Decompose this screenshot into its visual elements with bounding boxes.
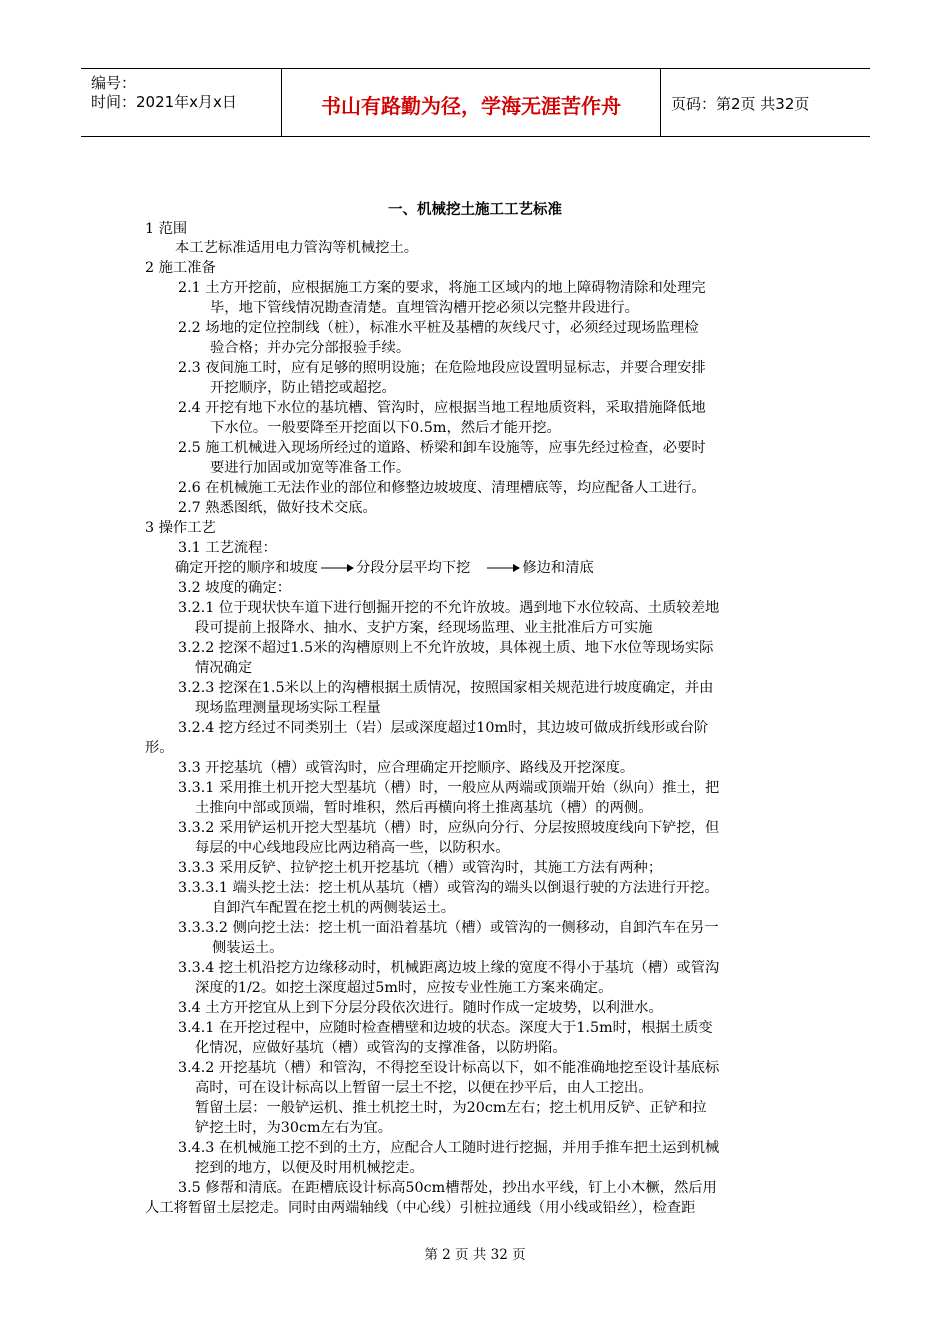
paragraph-line: 3.2.3 挖深在1.5米以上的沟槽根据土质情况，按照国家相关规范进行坡度确定，并由 <box>178 680 714 696</box>
paragraph-line: 2.1 土方开挖前，应根据施工方案的要求，将施工区域内的地上障碍物清除和处理完 <box>178 280 706 296</box>
paragraph-line: 3.2.4 挖方经过不同类别土（岩）层或深度超过10m时，其边坡可做成折线形或台阶 <box>178 720 709 736</box>
paragraph-line: 化情况，应做好基坑（槽）或管沟的支撑准备，以防坍陷。 <box>195 1040 567 1056</box>
page-header <box>81 68 870 137</box>
paragraph-line: 验合格；并办完分部报验手续。 <box>210 340 411 356</box>
paragraph-line: 3.2 坡度的确定： <box>178 580 292 596</box>
paragraph-line: 挖到的地方，以便及时用机械挖走。 <box>195 1160 424 1176</box>
paragraph-line: 3.4.3 在机械施工挖不到的土方，应配合人工随时进行挖掘，并用手推车把土运到机械 <box>178 1140 720 1156</box>
paragraph-line: 土推向中部或顶端，暂时堆积，然后再横向将土推离基坑（槽）的两侧。 <box>195 800 653 816</box>
process-flow <box>175 558 594 578</box>
paragraph-line: 3.2.2 挖深不超过1.5米的沟槽原则上不允许放坡，具体视土质、地下水位等现场实际 <box>178 640 714 656</box>
paragraph-line: 3.2.1 位于现状快车道下进行刨掘开挖的不允许放坡。遇到地下水位较高、土质较差地 <box>178 600 720 616</box>
paragraph-line: 3.3.4 挖土机沿挖方边缘移动时，机械距离边坡上缘的宽度不得小于基坑（槽）或管沟 <box>178 960 720 976</box>
paragraph-line: 现场监理测量现场实际工程量 <box>195 700 381 716</box>
paragraph-line: 侧装运土。 <box>212 940 284 956</box>
paragraph-line: 3.3.3.1 端头挖土法：挖土机从基坑（槽）或管沟的端头以倒退行驶的方法进行开挖。 <box>178 880 719 896</box>
paragraph-line: 3.4.2 开挖基坑（槽）和管沟，不得挖至设计标高以下，如不能准确地挖至设计基底标 <box>178 1060 720 1076</box>
flow-step-3: 修边和清底 <box>522 560 594 576</box>
paragraph-line: 2.3 夜间施工时，应有足够的照明设施；在危险地段应设置明显标志，并要合理安排 <box>178 360 706 376</box>
paragraph-line: 3.3 开挖基坑（槽）或管沟时，应合理确定开挖顺序、路线及开挖深度。 <box>178 760 635 776</box>
flow-arrow-icon <box>320 558 354 578</box>
paragraph-line: 2.5 施工机械进入现场所经过的道路、桥梁和卸车设施等，应事先经过检查，必要时 <box>178 440 706 456</box>
page-footer: 第 2 页 共 32 页 <box>424 1247 526 1263</box>
date-label: 时间：2021年x月x日 <box>91 93 237 111</box>
header-page-cell <box>661 69 870 136</box>
heading-1: 1 范围 <box>145 221 188 237</box>
paragraph-line: 开挖顺序，防止错挖或超挖。 <box>210 380 396 396</box>
flow-arrow-icon <box>486 558 520 578</box>
paragraph-line: 2.4 开挖有地下水位的基坑槽、管沟时，应根据当地工程地质资料，采取措施降低地 <box>178 400 706 416</box>
paragraph-line: 高时，可在设计标高以上暂留一层土不挖，以便在抄平后，由人工挖出。 <box>195 1080 653 1096</box>
paragraph-line: 3.4 土方开挖宜从上到下分层分段依次进行。随时作成一定坡势，以利泄水。 <box>178 1000 663 1016</box>
paragraph-line: 毕，地下管线情况勘查清楚。直埋管沟槽开挖必须以完整井段进行。 <box>210 300 639 316</box>
paragraph-line: 3.4.1 在开挖过程中，应随时检查槽壁和边坡的状态。深度大于1.5m时，根据土质变 <box>178 1020 713 1036</box>
paragraph-line: 每层的中心线地段应比两边稍高一些，以防积水。 <box>195 840 510 856</box>
paragraph-line: 2.7 熟悉图纸，做好技术交底。 <box>178 500 377 516</box>
paragraph-line: 3.5 修帮和清底。在距槽底设计标高50cm槽帮处，抄出水平线，钉上小木橛，然后用 <box>178 1180 717 1196</box>
flow-step-2: 分段分层平均下挖 <box>355 560 471 576</box>
paragraph-line: 人工将暂留土层挖走。同时由两端轴线（中心线）引桩拉通线（用小线或铅丝），检查距 <box>145 1200 696 1216</box>
paragraph-line: 2.2 场地的定位控制线（桩），标准水平桩及基槽的灰线尺寸，必须经过现场监理检 <box>178 320 699 336</box>
paragraph-line: 要进行加固或加宽等准备工作。 <box>210 460 411 476</box>
header-info-cell <box>81 69 282 136</box>
paragraph-line: 3.3.3 采用反铲、拉铲挖土机开挖基坑（槽）或管沟时，其施工方法有两种； <box>178 860 663 876</box>
doc-number-label: 编号： <box>91 74 137 92</box>
paragraph-line: 3.3.3.2 侧向挖土法：挖土机一面沿着基坑（槽）或管沟的一侧移动，自卸汽车在另一 <box>178 920 719 936</box>
paragraph-line: 深度的1/2。如挖土深度超过5m时，应按专业性施工方案来确定。 <box>195 980 613 996</box>
paragraph-line: 3.3.2 采用铲运机开挖大型基坑（槽）时，应纵向分行、分层按照坡度线向下铲挖，但 <box>178 820 720 836</box>
heading-3: 3 操作工艺 <box>145 520 216 536</box>
paragraph-line: 情况确定 <box>195 660 253 676</box>
paragraph-line: 本工艺标准适用电力管沟等机械挖土。 <box>175 240 419 256</box>
heading-2: 2 施工准备 <box>145 260 216 276</box>
header-motto-cell <box>282 69 661 136</box>
paragraph-line: 3.3.1 采用推土机开挖大型基坑（槽）时，一般应从两端或顶端开始（纵向）推土，把 <box>178 780 720 796</box>
paragraph-line: 形。 <box>145 740 174 756</box>
paragraph-line: 暂留土层：一般铲运机、推土机挖土时，为20cm左右；挖土机用反铲、正铲和拉 <box>195 1100 707 1116</box>
paragraph-line: 2.6 在机械施工无法作业的部位和修整边坡坡度、清理槽底等，均应配备人工进行。 <box>178 480 706 496</box>
paragraph-line: 铲挖土时，为30cm左右为宜。 <box>195 1120 393 1136</box>
section-title: 一、机械挖土施工工艺标准 <box>388 201 562 218</box>
paragraph-line: 自卸汽车配置在挖土机的两侧装运土。 <box>212 900 456 916</box>
header-page-label: 页码：第2页 共32页 <box>671 95 810 113</box>
flow-step-1: 确定开挖的顺序和坡度 <box>175 560 318 576</box>
paragraph-line: 段可提前上报降水、抽水、支护方案，经现场监理、业主批准后方可实施 <box>195 620 653 636</box>
header-motto: 书山有路勤为径，学海无涯苦作舟 <box>321 94 621 118</box>
paragraph-line: 下水位。一般要降至开挖面以下0.5m，然后才能开挖。 <box>210 420 561 436</box>
paragraph-line: 3.1 工艺流程： <box>178 540 277 556</box>
